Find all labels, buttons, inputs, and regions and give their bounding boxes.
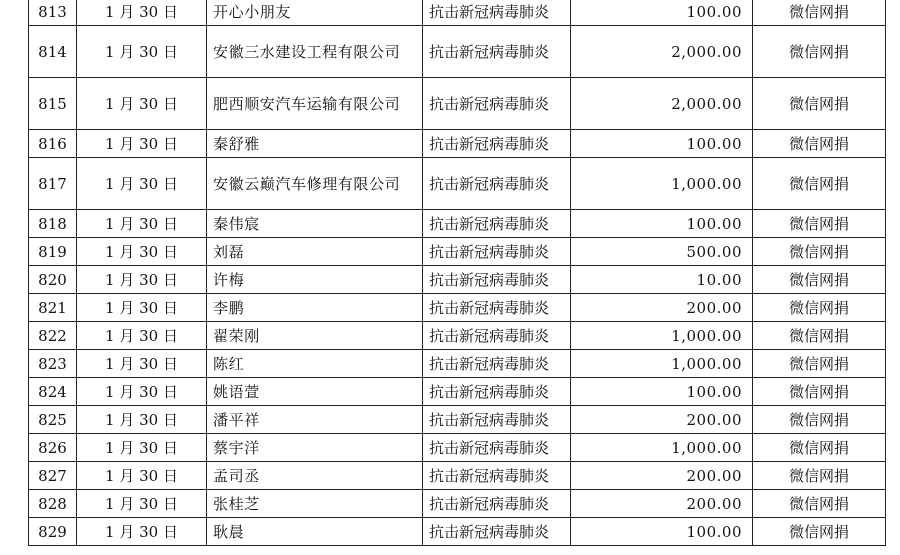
amount-cell: 100.00 [571, 0, 753, 26]
serial-number-cell: 816 [29, 130, 77, 158]
donor-name-cell: 秦伟宸 [207, 210, 423, 238]
table-row [29, 130, 886, 158]
table-row [29, 26, 886, 78]
date-cell: 1 月 30 日 [77, 350, 207, 378]
donor-name-cell: 肥西顺安汽车运输有限公司 [207, 78, 423, 130]
amount-cell: 200.00 [571, 406, 753, 434]
donor-name-cell: 李鹏 [207, 294, 423, 322]
payment-method-cell: 微信网捐 [753, 378, 886, 406]
amount-cell: 1,000.00 [571, 158, 753, 210]
payment-method-cell: 微信网捐 [753, 78, 886, 130]
date-cell: 1 月 30 日 [77, 210, 207, 238]
payment-method-cell: 微信网捐 [753, 322, 886, 350]
purpose-cell: 抗击新冠病毒肺炎 [423, 0, 571, 26]
purpose-cell: 抗击新冠病毒肺炎 [423, 210, 571, 238]
table-row [29, 518, 886, 546]
amount-cell: 2,000.00 [571, 26, 753, 78]
amount-cell: 100.00 [571, 378, 753, 406]
payment-method-cell: 微信网捐 [753, 158, 886, 210]
table-row [29, 294, 886, 322]
payment-method-cell: 微信网捐 [753, 0, 886, 26]
purpose-cell: 抗击新冠病毒肺炎 [423, 406, 571, 434]
date-cell: 1 月 30 日 [77, 130, 207, 158]
table-row [29, 158, 886, 210]
purpose-cell: 抗击新冠病毒肺炎 [423, 26, 571, 78]
serial-number-cell: 821 [29, 294, 77, 322]
date-cell: 1 月 30 日 [77, 322, 207, 350]
purpose-cell: 抗击新冠病毒肺炎 [423, 130, 571, 158]
payment-method-cell: 微信网捐 [753, 130, 886, 158]
amount-cell: 1,000.00 [571, 350, 753, 378]
amount-cell: 100.00 [571, 518, 753, 546]
donation-table [28, 0, 886, 546]
donor-name-cell: 孟司丞 [207, 462, 423, 490]
table-row [29, 266, 886, 294]
payment-method-cell: 微信网捐 [753, 210, 886, 238]
serial-number-cell: 827 [29, 462, 77, 490]
amount-cell: 1,000.00 [571, 434, 753, 462]
payment-method-cell: 微信网捐 [753, 490, 886, 518]
date-cell: 1 月 30 日 [77, 158, 207, 210]
table-row [29, 434, 886, 462]
date-cell: 1 月 30 日 [77, 518, 207, 546]
payment-method-cell: 微信网捐 [753, 518, 886, 546]
purpose-cell: 抗击新冠病毒肺炎 [423, 490, 571, 518]
donor-name-cell: 安徽三水建设工程有限公司 [207, 26, 423, 78]
donor-name-cell: 秦舒雅 [207, 130, 423, 158]
table-row [29, 350, 886, 378]
purpose-cell: 抗击新冠病毒肺炎 [423, 266, 571, 294]
payment-method-cell: 微信网捐 [753, 434, 886, 462]
donor-name-cell: 开心小朋友 [207, 0, 423, 26]
payment-method-cell: 微信网捐 [753, 350, 886, 378]
serial-number-cell: 823 [29, 350, 77, 378]
donation-table-body [29, 0, 886, 546]
amount-cell: 100.00 [571, 210, 753, 238]
table-row [29, 406, 886, 434]
donor-name-cell: 安徽云巅汽车修理有限公司 [207, 158, 423, 210]
donor-name-cell: 蔡宇洋 [207, 434, 423, 462]
date-cell: 1 月 30 日 [77, 0, 207, 26]
donor-name-cell: 姚语萱 [207, 378, 423, 406]
date-cell: 1 月 30 日 [77, 238, 207, 266]
donor-name-cell: 潘平祥 [207, 406, 423, 434]
donor-name-cell: 刘磊 [207, 238, 423, 266]
purpose-cell: 抗击新冠病毒肺炎 [423, 322, 571, 350]
amount-cell: 2,000.00 [571, 78, 753, 130]
serial-number-cell: 826 [29, 434, 77, 462]
date-cell: 1 月 30 日 [77, 26, 207, 78]
serial-number-cell: 824 [29, 378, 77, 406]
table-row [29, 78, 886, 130]
table-row [29, 378, 886, 406]
purpose-cell: 抗击新冠病毒肺炎 [423, 158, 571, 210]
date-cell: 1 月 30 日 [77, 434, 207, 462]
table-row [29, 462, 886, 490]
serial-number-cell: 822 [29, 322, 77, 350]
donor-name-cell: 陈红 [207, 350, 423, 378]
serial-number-cell: 818 [29, 210, 77, 238]
date-cell: 1 月 30 日 [77, 378, 207, 406]
amount-cell: 500.00 [571, 238, 753, 266]
payment-method-cell: 微信网捐 [753, 462, 886, 490]
amount-cell: 200.00 [571, 462, 753, 490]
table-row [29, 322, 886, 350]
date-cell: 1 月 30 日 [77, 490, 207, 518]
serial-number-cell: 819 [29, 238, 77, 266]
table-row [29, 490, 886, 518]
donor-name-cell: 张桂芝 [207, 490, 423, 518]
table-row [29, 0, 886, 26]
serial-number-cell: 817 [29, 158, 77, 210]
purpose-cell: 抗击新冠病毒肺炎 [423, 378, 571, 406]
payment-method-cell: 微信网捐 [753, 294, 886, 322]
payment-method-cell: 微信网捐 [753, 266, 886, 294]
amount-cell: 1,000.00 [571, 322, 753, 350]
date-cell: 1 月 30 日 [77, 406, 207, 434]
serial-number-cell: 814 [29, 26, 77, 78]
purpose-cell: 抗击新冠病毒肺炎 [423, 78, 571, 130]
donor-name-cell: 翟荣刚 [207, 322, 423, 350]
table-row [29, 210, 886, 238]
amount-cell: 200.00 [571, 490, 753, 518]
serial-number-cell: 820 [29, 266, 77, 294]
purpose-cell: 抗击新冠病毒肺炎 [423, 294, 571, 322]
serial-number-cell: 815 [29, 78, 77, 130]
table-row [29, 238, 886, 266]
purpose-cell: 抗击新冠病毒肺炎 [423, 518, 571, 546]
serial-number-cell: 829 [29, 518, 77, 546]
donor-name-cell: 耿晨 [207, 518, 423, 546]
purpose-cell: 抗击新冠病毒肺炎 [423, 434, 571, 462]
payment-method-cell: 微信网捐 [753, 26, 886, 78]
serial-number-cell: 825 [29, 406, 77, 434]
serial-number-cell: 813 [29, 0, 77, 26]
donor-name-cell: 许梅 [207, 266, 423, 294]
purpose-cell: 抗击新冠病毒肺炎 [423, 350, 571, 378]
amount-cell: 100.00 [571, 130, 753, 158]
purpose-cell: 抗击新冠病毒肺炎 [423, 462, 571, 490]
purpose-cell: 抗击新冠病毒肺炎 [423, 238, 571, 266]
date-cell: 1 月 30 日 [77, 266, 207, 294]
payment-method-cell: 微信网捐 [753, 406, 886, 434]
date-cell: 1 月 30 日 [77, 78, 207, 130]
date-cell: 1 月 30 日 [77, 462, 207, 490]
amount-cell: 200.00 [571, 294, 753, 322]
serial-number-cell: 828 [29, 490, 77, 518]
payment-method-cell: 微信网捐 [753, 238, 886, 266]
date-cell: 1 月 30 日 [77, 294, 207, 322]
amount-cell: 10.00 [571, 266, 753, 294]
